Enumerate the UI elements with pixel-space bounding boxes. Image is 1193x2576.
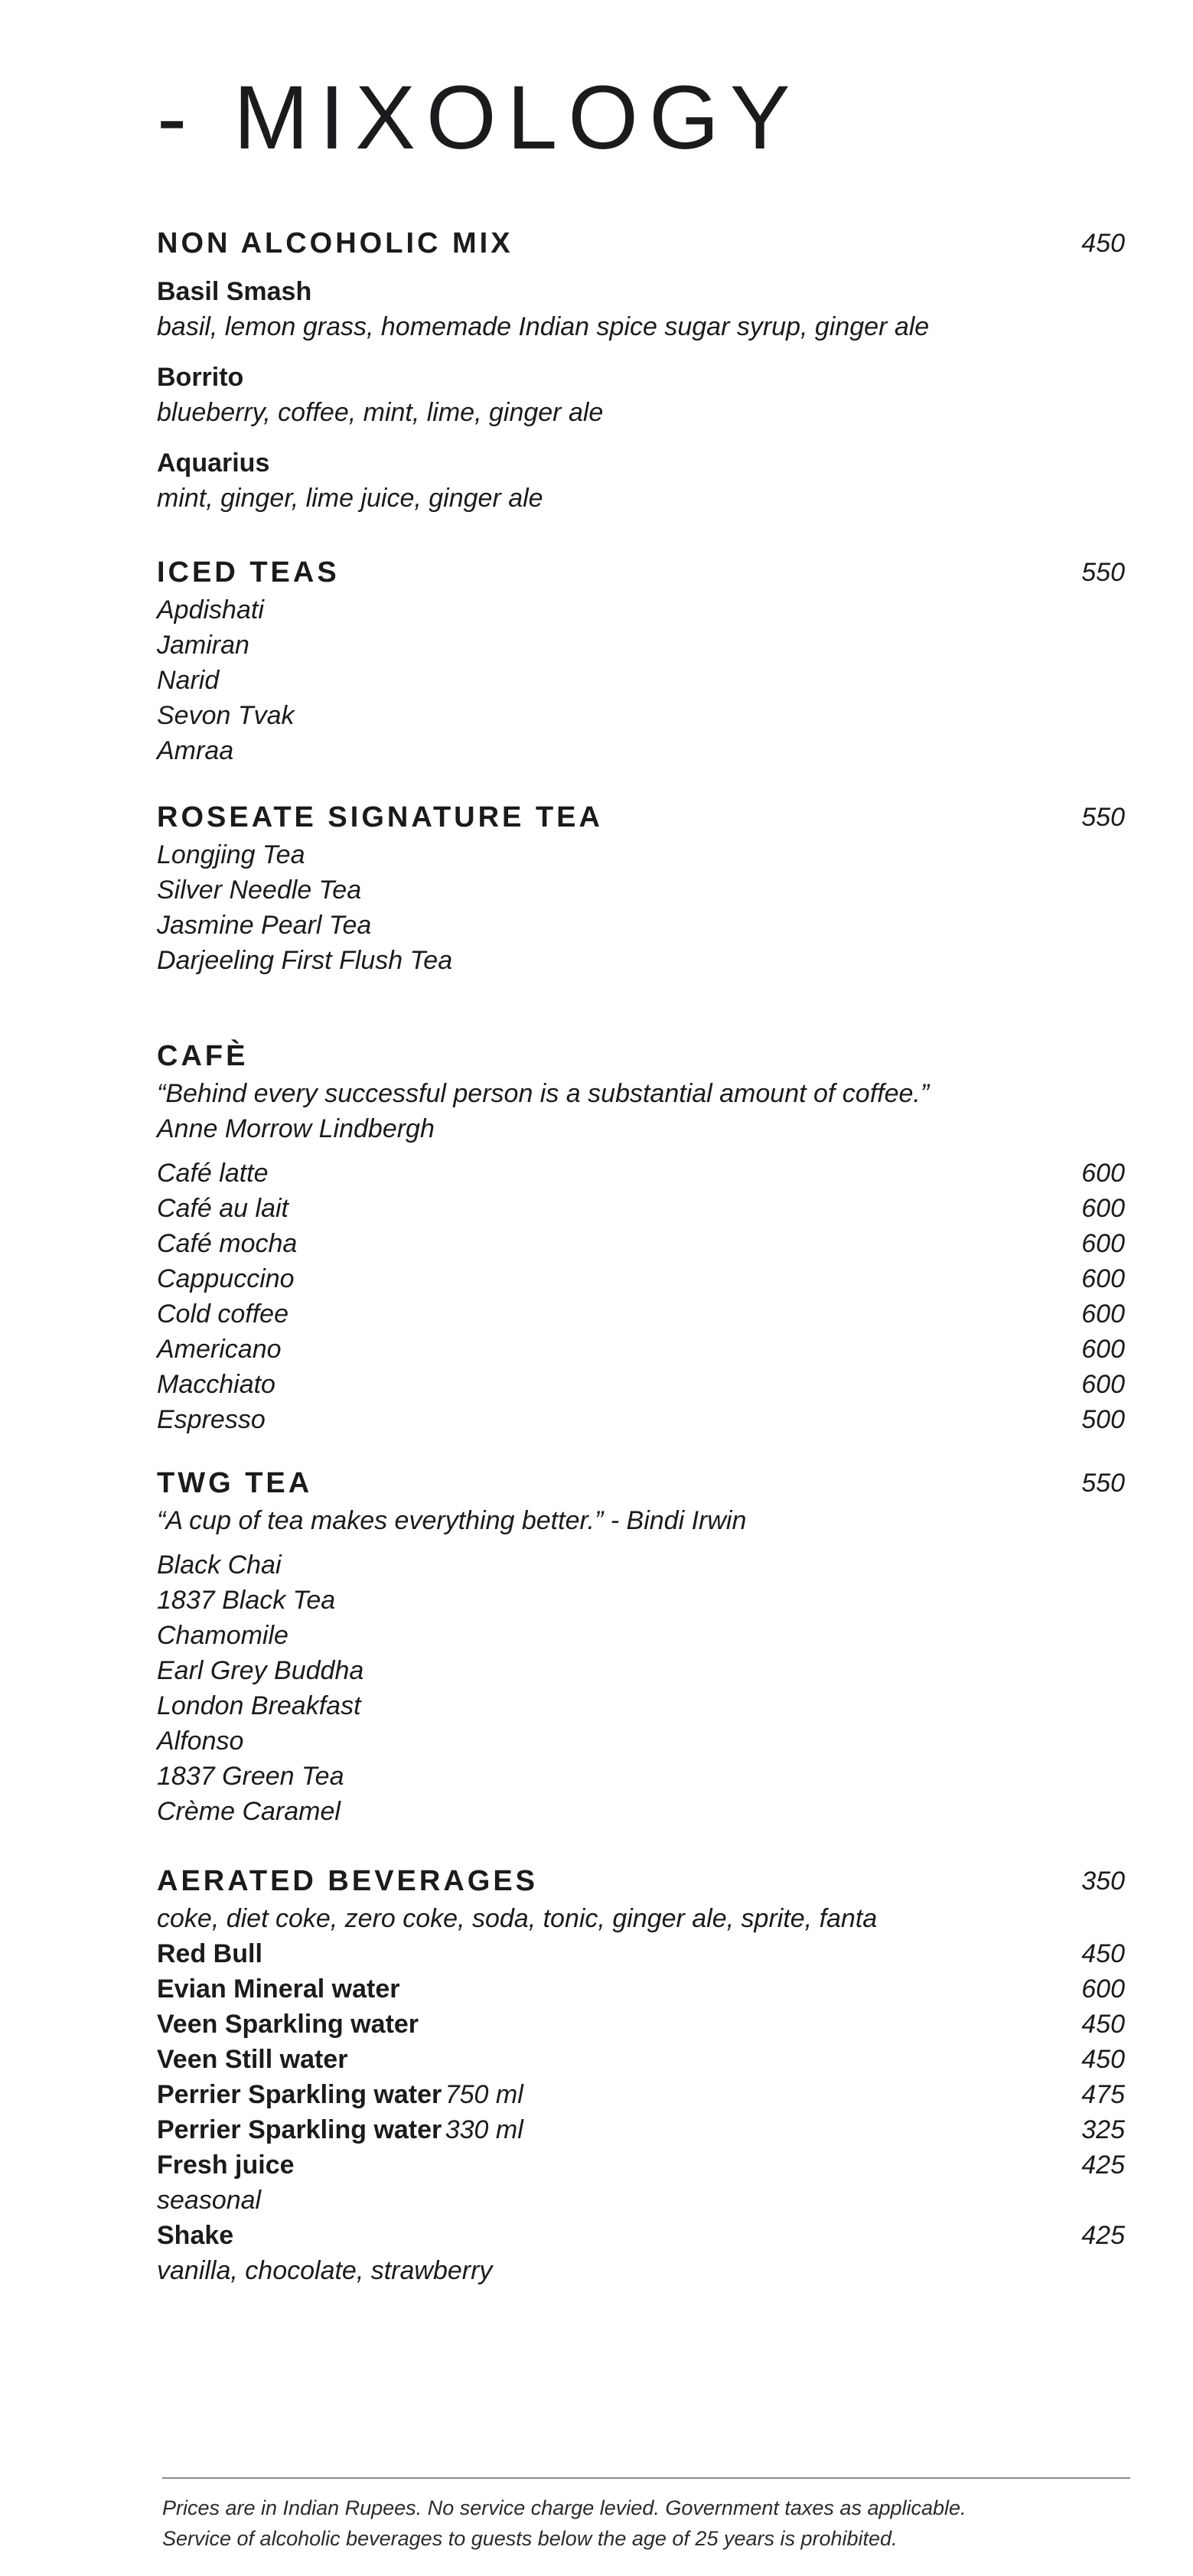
menu-item xyxy=(157,1261,1125,1296)
item-name: Veen Sparkling water xyxy=(157,2010,419,2039)
section-header xyxy=(157,223,1125,263)
section-price: 550 xyxy=(1081,1469,1125,1498)
list-item: Jasmine Pearl Tea xyxy=(157,911,372,940)
menu-item xyxy=(157,445,1125,516)
item-name: Shake xyxy=(157,2221,234,2250)
menu-item xyxy=(157,2042,1125,2077)
item-name: Evian Mineral water xyxy=(157,1974,400,2004)
section-roseate-signature-tea xyxy=(157,797,1125,978)
item-name: Fresh juice xyxy=(157,2150,295,2180)
section-cafe xyxy=(157,1036,1125,1437)
item-price: 425 xyxy=(1081,2150,1125,2180)
menu-item xyxy=(157,1226,1125,1261)
list-item: Darjeeling First Flush Tea xyxy=(157,946,453,975)
list-item: Narid xyxy=(157,666,220,695)
item-price: 325 xyxy=(1081,2115,1125,2144)
item-price: 600 xyxy=(1081,1974,1125,2004)
list-item: Sevon Tvak xyxy=(157,701,295,730)
section-title: ROSEATE SIGNATURE TEA xyxy=(157,801,603,833)
section-description: coke, diet coke, zero coke, soda, tonic, ginger ale, sprite, fanta xyxy=(157,1904,878,1933)
footer-line-2: Service of alcoholic beverages to guests below the age of 25 years is prohibited. xyxy=(162,2527,898,2550)
section-non-alcoholic xyxy=(157,223,1125,516)
section-price: 550 xyxy=(1081,558,1125,587)
menu-item xyxy=(157,1191,1125,1226)
section-header xyxy=(157,553,1125,592)
item-name: Café au lait xyxy=(157,1194,288,1223)
section-iced-teas xyxy=(157,553,1125,768)
menu-item xyxy=(157,1971,1125,2007)
item-price: 600 xyxy=(1081,1159,1125,1188)
item-size: 330 ml xyxy=(445,2115,523,2144)
list-item: Chamomile xyxy=(157,1621,288,1650)
menu-item xyxy=(157,1156,1125,1191)
item-price: 600 xyxy=(1081,1264,1125,1293)
item-price: 600 xyxy=(1081,1299,1125,1329)
menu-item xyxy=(157,2218,1125,2253)
item-name: Perrier Sparkling water xyxy=(157,2115,442,2144)
quote: “Behind every successful person is a substantial amount of coffee.” xyxy=(157,1079,930,1108)
menu-item xyxy=(157,2112,1125,2147)
item-name: Espresso xyxy=(157,1405,266,1434)
menu-item xyxy=(157,1402,1125,1437)
section-title: NON ALCOHOLIC MIX xyxy=(157,227,513,259)
item-price: 600 xyxy=(1081,1370,1125,1399)
menu-item xyxy=(157,1936,1125,1971)
list-item: Apdishati xyxy=(157,595,264,624)
item-name: Macchiato xyxy=(157,1370,275,1399)
list-item: Crème Caramel xyxy=(157,1797,341,1826)
item-price: 425 xyxy=(1081,2221,1125,2250)
section-title: ICED TEAS xyxy=(157,556,340,589)
item-description: blueberry, coffee, mint, lime, ginger ale xyxy=(157,398,604,427)
section-header xyxy=(157,1036,1125,1076)
menu-item xyxy=(157,1367,1125,1402)
list-item: Earl Grey Buddha xyxy=(157,1656,364,1685)
section-price: 450 xyxy=(1081,229,1125,258)
menu-item xyxy=(157,2147,1125,2183)
menu-item xyxy=(157,2007,1125,2042)
list-item: London Breakfast xyxy=(157,1691,361,1720)
list-item: Black Chai xyxy=(157,1550,282,1580)
item-name: Borrito xyxy=(157,363,244,392)
section-title: AERATED BEVERAGES xyxy=(157,1865,539,1897)
list-item: 1837 Green Tea xyxy=(157,1762,344,1791)
item-description: mint, ginger, lime juice, ginger ale xyxy=(157,484,543,513)
page-title: - MIXOLOGY xyxy=(157,67,801,168)
section-header xyxy=(157,797,1125,837)
item-price: 600 xyxy=(1081,1335,1125,1364)
list-item: Jamiran xyxy=(157,631,249,660)
item-description: seasonal xyxy=(157,2186,262,2215)
list-item: Longjing Tea xyxy=(157,840,305,869)
section-title: TWG TEA xyxy=(157,1467,313,1499)
item-name: Basil Smash xyxy=(157,277,312,306)
item-description: vanilla, chocolate, strawberry xyxy=(157,2256,493,2285)
item-name: Americano xyxy=(157,1335,282,1364)
quote: “A cup of tea makes everything better.” - Bindi Irwin xyxy=(157,1506,747,1535)
section-title: CAFÈ xyxy=(157,1040,249,1072)
item-name: Red Bull xyxy=(157,1939,262,1968)
list-item: 1837 Black Tea xyxy=(157,1586,336,1615)
menu-item xyxy=(157,360,1125,430)
item-price: 600 xyxy=(1081,1229,1125,1258)
item-name: Aquarius xyxy=(157,448,270,478)
item-price: 475 xyxy=(1081,2080,1125,2109)
item-price: 500 xyxy=(1081,1405,1125,1434)
item-name: Cappuccino xyxy=(157,1264,295,1293)
menu-item xyxy=(157,2077,1125,2112)
item-name: Café latte xyxy=(157,1159,269,1188)
item-description: basil, lemon grass, homemade Indian spice sugar syrup, ginger ale xyxy=(157,312,930,341)
menu-item xyxy=(157,1332,1125,1367)
item-name: Veen Still water xyxy=(157,2045,348,2074)
list-item: Alfonso xyxy=(157,1727,244,1756)
section-price: 550 xyxy=(1081,803,1125,832)
quote-author: Anne Morrow Lindbergh xyxy=(157,1114,435,1143)
footer-line-1: Prices are in Indian Rupees. No service charge levied. Government taxes as applicable. xyxy=(162,2496,966,2519)
footer-divider xyxy=(162,2477,1130,2479)
item-name: Café mocha xyxy=(157,1229,298,1258)
item-price: 600 xyxy=(1081,1194,1125,1223)
list-item: Amraa xyxy=(157,736,234,765)
item-price: 450 xyxy=(1081,2045,1125,2074)
section-header xyxy=(157,1861,1125,1901)
footer-note xyxy=(162,2493,966,2554)
menu-item xyxy=(157,274,1125,344)
item-name: Cold coffee xyxy=(157,1299,288,1329)
list-item: Silver Needle Tea xyxy=(157,876,362,905)
section-twg-tea xyxy=(157,1463,1125,1829)
section-price: 350 xyxy=(1081,1867,1125,1896)
menu-item xyxy=(157,1296,1125,1332)
item-name: Perrier Sparkling water xyxy=(157,2080,442,2109)
item-size: 750 ml xyxy=(445,2080,523,2109)
item-price: 450 xyxy=(1081,1939,1125,1968)
section-header xyxy=(157,1463,1125,1503)
section-aerated-beverages xyxy=(157,1861,1125,2288)
item-price: 450 xyxy=(1081,2010,1125,2039)
